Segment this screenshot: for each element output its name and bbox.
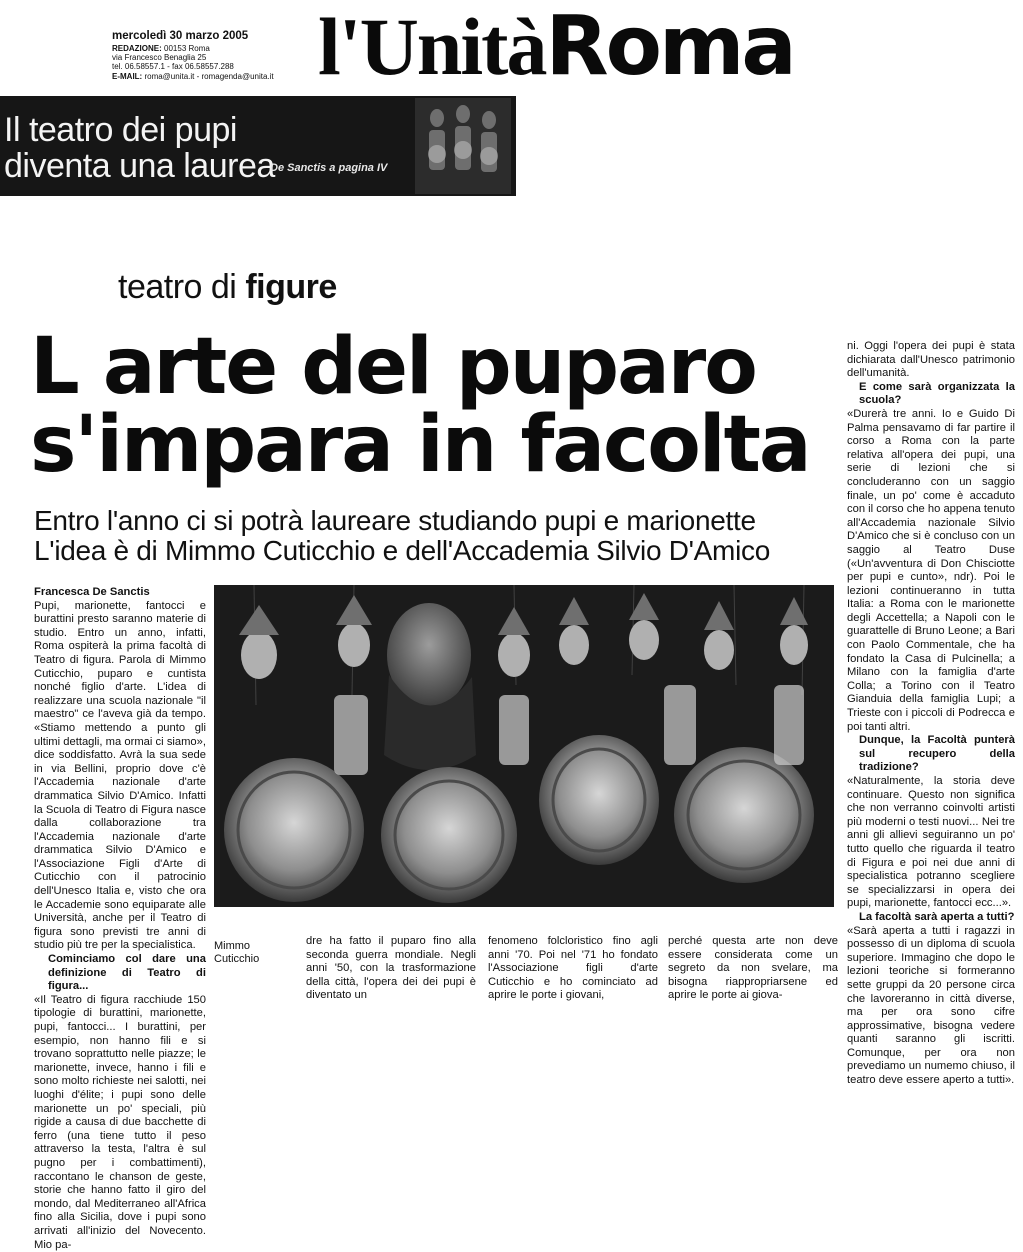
headline-line1: L arte del puparo [30, 322, 756, 412]
article-paragraph: «Durerà tre anni. Io e Guido Di Palma pensavamo di far partire il corso a Roma con la parte relativa all'opera dei pupi, una serie di lezioni che si concluderanno con un saggio finale, un po' come è accaduto con il corso che ho appena tenuto all'Accademia nazionale Silvio D'Amico che si è concluso con un saggio al Teatro Duse («Un'avventura di Don Chisciotte per pupi e cunto», ndr). Poi le lezioni continueranno in tutta Italia: a Roma con le marionette degli Accettella; a Napoli con le guarattelle di Bruno Leone; a Bari con Paolo Commentale, che ha fondato la Casa di Pulcinella; a Milano con la famiglia d'arte Colla; a Torino con il Teatro Gianduia della famiglia Lupi; a Trieste con i piccoli di Podrecca e poi tanti altri. [847, 407, 1015, 733]
headline-line2: s'impara in facolta [30, 400, 810, 490]
email-address: roma@unita.it - romagenda@unita.it [144, 71, 274, 81]
puppets-thumbnail-image [415, 98, 511, 194]
article-column-under-2: fenomeno folcloristico fino agli anni '70. Poi nel '71 ho fondato l'Associazione figli d'arte Cuticchio e ho cominciato ad aprire le porte i giovani, [488, 935, 658, 1002]
email-line [112, 72, 312, 81]
address-line: via Francesco Benaglia 25 [112, 53, 207, 63]
deck-line1: Entro l'anno ci si potrà laureare studiando pupi e marionette [34, 505, 756, 536]
deck-line2: L'idea è di Mimmo Cuticchio e dell'Accademia Silvio D'Amico [34, 535, 770, 566]
redazione-line [112, 44, 312, 53]
headline [30, 322, 830, 490]
article-column-right [847, 340, 1015, 1088]
interview-question: La facoltà sarà aperta a tutti? [859, 910, 1015, 923]
article-paragraph: Pupi, marionette, fantocci e burattini presto saranno materie di studio. Entro un anno, infatti, Roma ospiterà la prima facoltà di Teatro di figura. Parola di Mimmo Cuticchio, puparo e cuntista nonché figlio d'arte. L'idea di realizzare una scuola nazionale "il maestro" ce l'aveva già da tempo. «Stiamo mettendo a punto gli ultimi dettagli, ma ormai ci siamo», dice soddisfatto. Avrà la sua sede in via Bellini, proprio dove c'è l'Accademia nazionale d'arte drammatica Silvio D'Amico. Infatti la Scuola di Teatro di Figura nasce dalla collaborazione tra l'Accademia nazionale d'arte drammatica Silvio D'Amico e l'Associazione Figli d'Arte di Cuticchio con il patrocinio dell'Unesco Italia e, visto che ora le Accademie sono equiparate alle Università, anche per il Teatro di figura sono previsti tre anni di studio più tre per la specialistica. [34, 599, 206, 952]
article-column-under-3: perché questa arte non deve essere considerata come un segreto da non svelare, ma bisogna riappropriarsene ed aprire le porte ai giova- [668, 935, 838, 1002]
masthead-info [112, 30, 312, 81]
puppets-photo [214, 585, 834, 907]
redazione-city: 00153 Roma [164, 44, 210, 53]
photo-caption: Mimmo Cuticchio [214, 940, 260, 965]
issue-date: mercoledì 30 marzo 2005 [112, 30, 249, 42]
article-column-left [34, 586, 206, 1252]
newspaper-logo [318, 0, 918, 92]
kicker [118, 266, 337, 308]
article-paragraph: «Sarà aperta a tutti i ragazzi in possesso di un diploma di scuola superiore. Immagino che dopo le lezioni teoriche si formeranno sette gruppi da 20 persone circa che lavoreranno in città diverse, ma per ora sono cifre approssimative, bisogna vedere quanti saranno gli iscritti. Comunque, per ora non prevediamo un numemo chiuso, il teatro deve essere aperto a tutti». [847, 924, 1015, 1087]
interview-question: Dunque, la Facoltà punterà sul recupero della tradizione? [859, 734, 1015, 774]
logo-roma: Roma [545, 0, 794, 94]
byline: Francesca De Sanctis [34, 586, 150, 598]
article-column-under-1: dre ha fatto il puparo fino alla seconda guerra mondiale. Negli anni '50, con la trasformazione della città, l'opera dei dei pupi è diventato un [306, 935, 476, 1002]
deck [34, 506, 834, 566]
article-paragraph: ni. Oggi l'opera dei pupi è stata dichiarata dall'Unesco patrimonio dell'umanità. [847, 340, 1015, 380]
promo-title [4, 112, 304, 184]
interview-question: Cominciamo col dare una definizione di Teatro di figura... [48, 953, 206, 993]
article-paragraph: «Il Teatro di figura racchiude 150 tipologie di burattini, marionette, pupi, fantocci... I burattini, per esempio, non hanno fili e si trovano soprattutto nelle piazze; le marionette, invece, hanno i fili e sono molto richieste nei salotti, nei luoghi d'élite; i pupi sono delle marionette un po' speciali, più rigide a causa di due bacchette di ferro (una tiene tutto il peso attraverso la testa, l'altra è sul pugno per i combattimenti), raccontano le chanson de geste, storie che hanno fatto il giro del mondo, dal Mediterraneo all'Africa fino alla Sicilia, dove i pupi sono arrivati all'inizio del Novecento. Mio pa- [34, 993, 206, 1251]
kicker-bold: figure [245, 268, 337, 306]
article-paragraph: «Naturalmente, la storia deve continuare. Questo non significa che non verranno coinvolti artisti più moderni o testi nuovi... Nei tre anni gli allievi seguiranno un po' tutto quello che riguarda il teatro di Figura e poi nei due anni di specialistica potranno scegliere se specializzarsi in opera dei pupi, marionette, fantocci ecc...». [847, 775, 1015, 910]
phone-line: tel. 06.58557.1 - fax 06.58557.288 [112, 62, 234, 72]
promo-thumbnail [415, 98, 511, 194]
interview-question: E come sarà organizzata la scuola? [859, 380, 1015, 407]
promo-title-line2: diventa una laurea [4, 147, 275, 185]
logo-unita: l'Unità [318, 1, 546, 92]
kicker-light: teatro di [118, 268, 246, 306]
promo-title-line1: Il teatro dei pupi [4, 111, 237, 149]
article-photo [214, 585, 834, 907]
promo-reference: De Sanctis a pagina IV [270, 162, 388, 174]
email-label: E-MAIL: [112, 71, 143, 81]
redazione-label: REDAZIONE: [112, 44, 162, 53]
